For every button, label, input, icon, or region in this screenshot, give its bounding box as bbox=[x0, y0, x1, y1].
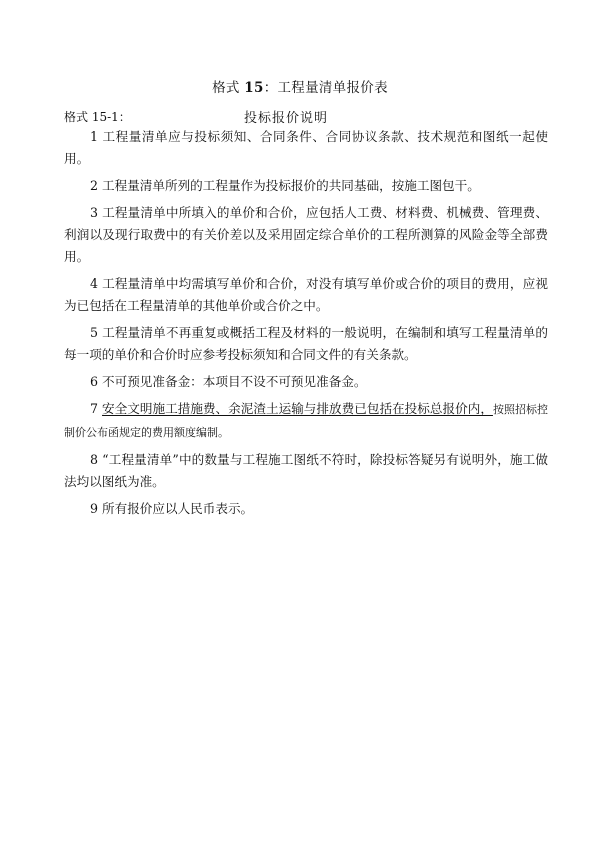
title-number: 15 bbox=[244, 80, 264, 96]
title-suffix: ：工程量清单报价表 bbox=[263, 80, 388, 96]
paragraph-3: 3 工程量清单中所填入的单价和合价，应包括人工费、材料费、机械费、管理费、利润以及现行取费中的有关价差以及采用固定综合单价的工程所测算的风险金等全部费用。 bbox=[64, 205, 548, 264]
page-title bbox=[0, 76, 600, 96]
paragraph-4: 4 工程量清单中均需填写单价和合价，对没有填写单价或合价的项目的费用，应视为已包括在工程量清单的其他单价或合价之中。 bbox=[64, 276, 548, 313]
paragraph-7-small-text: 按照招标控制价公布函规定的费用额度编制。 bbox=[64, 403, 548, 439]
paragraph-2: 2 工程量清单所列的工程量作为投标报价的共同基础，按施工图包干。 bbox=[90, 178, 480, 193]
paragraph-7-underlined-text: 安全文明施工措施费、余泥渣土运输与排放费已包括在投标总报价内， bbox=[102, 401, 493, 416]
paragraph-6: 6 不可预见准备金：本项目不设不可预见准备金。 bbox=[90, 374, 367, 389]
paragraph-7-number: 7 bbox=[90, 401, 103, 416]
paragraph-8: 8 “工程量清单”中的数量与工程施工图纸不符时，除投标答疑另有说明外，施工做法均以图纸为准。 bbox=[64, 452, 548, 489]
section-subtitle: 投标报价说明 bbox=[244, 111, 329, 126]
paragraph-9: 9 所有报价应以人民币表示。 bbox=[90, 501, 254, 516]
paragraph-7 bbox=[64, 398, 548, 444]
format-label: 格式 15-1： bbox=[64, 110, 131, 124]
instructions-body bbox=[64, 126, 548, 525]
paragraph-1: 1 工程量清单应与投标须知、合同条件、合同协议条款、技术规范和图纸一起使用。 bbox=[64, 129, 548, 166]
title-prefix: 格式 bbox=[212, 80, 240, 96]
paragraph-5: 5 工程量清单不再重复或概括工程及材料的一般说明，在编制和填写工程量清单的每一项的单价和合价时应参考投标须知和合同文件的有关条款。 bbox=[64, 325, 548, 362]
